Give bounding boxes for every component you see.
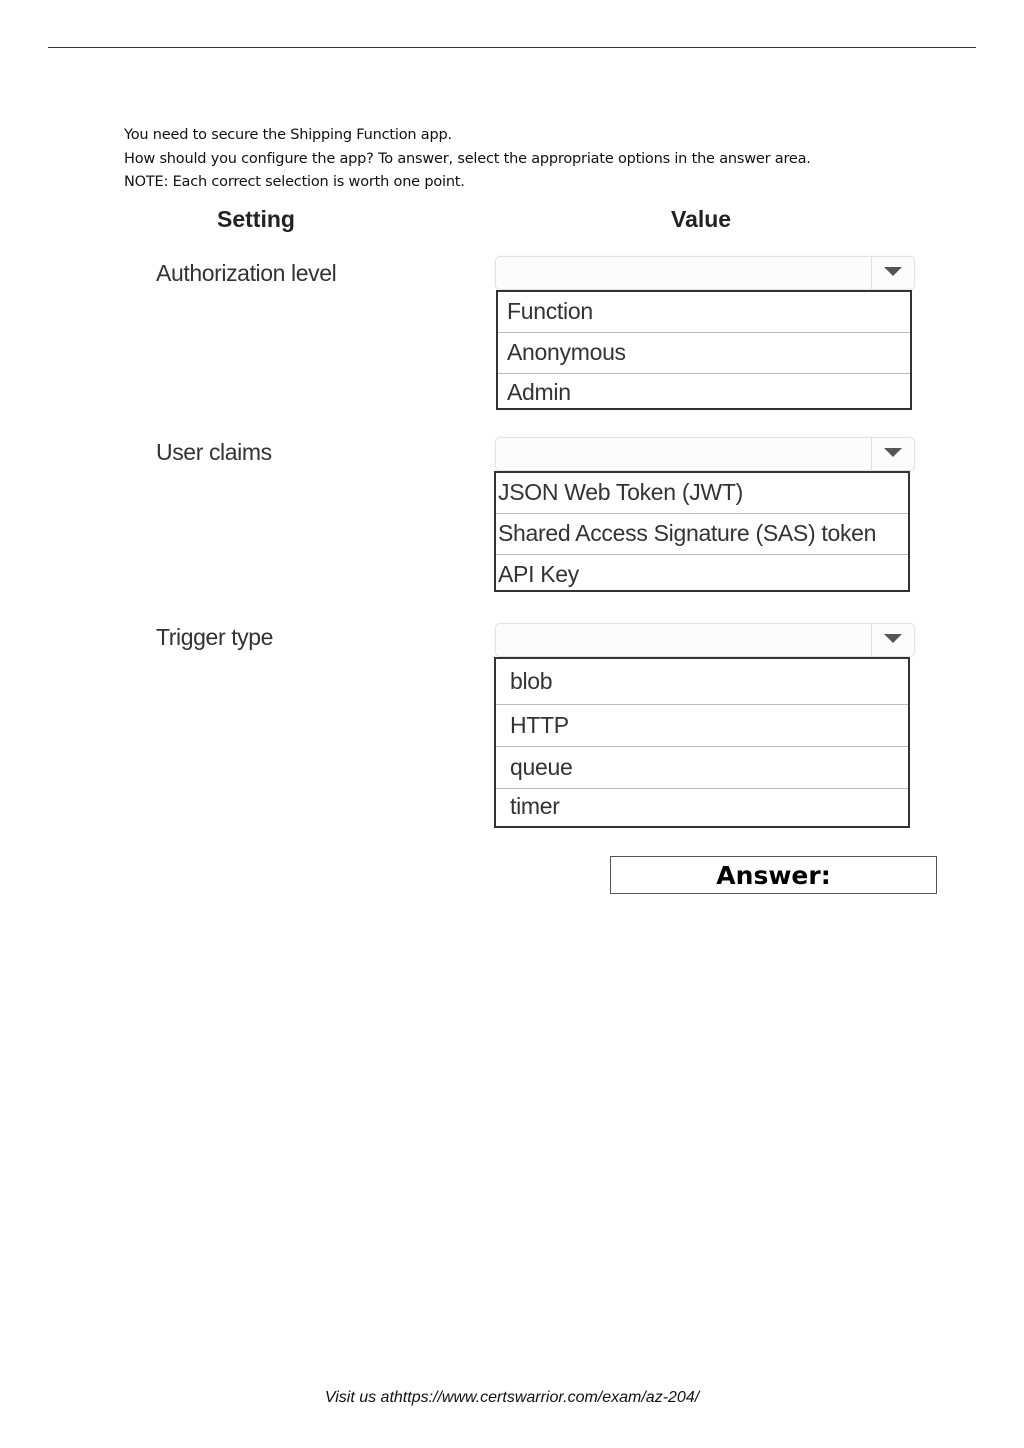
trigger-type-options	[494, 657, 910, 828]
setting-label-trigger-type: Trigger type	[156, 624, 274, 650]
option-api-key[interactable]: API Key	[496, 554, 908, 592]
authorization-level-dropdown[interactable]	[495, 256, 915, 290]
option-blob[interactable]: blob	[510, 668, 553, 694]
user-claims-options	[494, 471, 910, 592]
chevron-down-icon	[884, 634, 902, 643]
answer-label: Answer:	[610, 856, 937, 894]
option-anonymous[interactable]: Anonymous	[498, 332, 910, 373]
question-line: NOTE: Each correct selection is worth one point.	[124, 174, 465, 190]
setting-column-header: Setting	[217, 206, 295, 232]
dropdown-toggle[interactable]	[871, 257, 914, 289]
option-function[interactable]: Function	[507, 298, 593, 324]
trigger-type-dropdown[interactable]	[495, 623, 915, 657]
authorization-level-options	[496, 290, 912, 410]
footer-link-text: Visit us athttps://www.certswarrior.com/exam/az-204/	[324, 1389, 700, 1406]
header-rule	[48, 47, 976, 48]
value-column-header: Value	[671, 206, 732, 232]
chevron-down-icon	[884, 448, 902, 457]
setting-label-user-claims: User claims	[156, 439, 272, 465]
setting-label-authorization-level: Authorization level	[156, 260, 337, 286]
option-jwt[interactable]: JSON Web Token (JWT)	[498, 479, 743, 505]
chevron-down-icon	[884, 267, 902, 276]
option-timer[interactable]: timer	[496, 788, 908, 826]
question-line: How should you configure the app? To answer, select the appropriate options in the answer area.	[124, 150, 811, 167]
user-claims-dropdown[interactable]	[495, 437, 915, 471]
option-admin[interactable]: Admin	[498, 373, 910, 410]
option-sas-token[interactable]: Shared Access Signature (SAS) token	[496, 513, 908, 554]
question-text	[124, 124, 811, 195]
option-queue[interactable]: queue	[496, 746, 908, 788]
dropdown-toggle[interactable]	[871, 624, 914, 656]
option-http[interactable]: HTTP	[496, 704, 908, 746]
dropdown-toggle[interactable]	[871, 438, 914, 470]
question-line: You need to secure the Shipping Function app.	[124, 127, 452, 143]
